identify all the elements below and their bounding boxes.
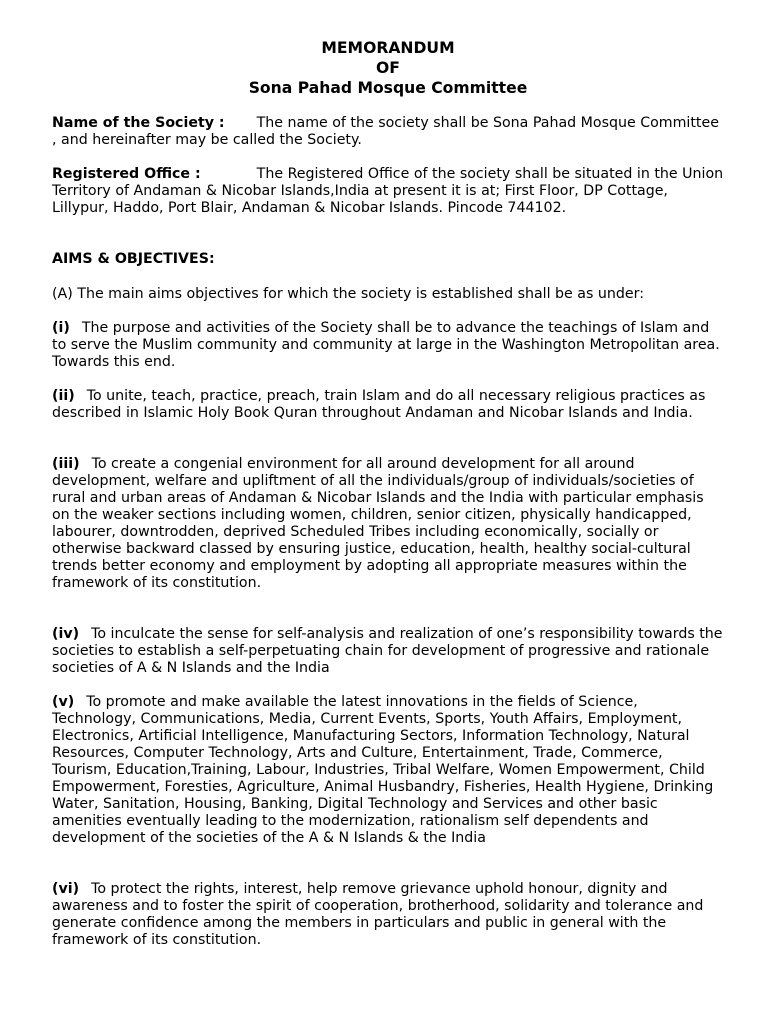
title-line-committee: Sona Pahad Mosque Committee [248,79,528,97]
objective-marker: (i) [52,320,70,336]
objective-marker: (iv) [52,626,80,642]
objective-marker: (ii) [52,388,75,404]
objective-text: The purpose and activities of the Society shall be to advance the teachings of Islam and to serve the Muslim community and community at large in the Washington Metropolitan area. Towards this end. [52,320,720,370]
registered-office-text: The Registered Office of the society shall be situated in the Union Territory of Andaman & Nicobar Islands,India at present it is at; First Floor, DP Cottage, Lillypur, Haddo, Port Blair, Andaman & Nicobar Islands. Pincode 744102. [52,166,724,216]
society-name-paragraph [52,115,724,149]
objective-marker: (iii) [52,456,80,472]
objective-marker: (vi) [52,881,80,897]
title-line-memorandum: MEMORANDUM [321,39,455,57]
title-line-of: OF [376,59,400,77]
objective-text: To create a congenial environment for all around development for all around development, welfare and upliftment of all the individuals/group of individuals/societies of rural and urban areas of Andaman & Nicobar Islands and the India with particular emphasis on the weaker sections including women, children, senior citizen, physically handicapped, labourer, downtrodden, deprived Scheduled Tribes including economically, socially or otherwise backward classed by ensuring justice, education, health, healthy social-cultural trends better economy and employment by adopting all appropriate measures within the framework of its constitution. [52,456,704,591]
aims-intro: (A) The main aims objectives for which the society is established shall be as under: [52,286,644,302]
objective-item [52,456,724,592]
objective-item [52,881,724,949]
objective-item [52,626,724,677]
objective-item [52,694,724,847]
objective-text: To promote and make available the latest innovations in the fields of Science, Technology, Communications, Media, Current Events, Sports, Youth Affairs, Employment, Electronics, Artificial Intelligence, Manufacturing Sectors, Information Technology, Natural Resources, Computer Technology, Arts and Culture, Entertainment, Trade, Commerce, Tourism, Education,Training, Labour, Industries, Tribal Welfare, Women Empowerment, Child Empowerment, Foresties, Agriculture, Animal Husbandry, Fisheries, Health Hygiene, Drinking Water, Sanitation, Housing, Banking, Digital Technology and Services and other basic amenities eventually leading to the modernization, rationalism self dependents and development of the societies of the A & N Islands & the India [52,694,714,846]
objective-marker: (v) [52,694,75,710]
aims-heading: AIMS & OBJECTIVES: [52,251,215,267]
objective-item [52,388,724,422]
objective-text: To unite, teach, practice, preach, train Islam and do all necessary religious practices as described in Islamic Holy Book Quran throughout Andaman and Nicobar Islands and India. [52,388,706,421]
society-name-text: The name of the society shall be Sona Pahad Mosque Committee , and hereinafter may be called the Society. [52,115,719,148]
objective-item [52,320,724,371]
document-title [52,38,724,98]
registered-office-paragraph [52,166,724,217]
objective-text: To inculcate the sense for self-analysis and realization of one’s responsibility towards the societies to establish a self-perpetuating chain for development of progressive and rationale societies of A & N Islands and the India [52,626,723,676]
objective-text: To protect the rights, interest, help remove grievance uphold honour, dignity and awareness and to foster the spirit of cooperation, brotherhood, solidarity and tolerance and generate confidence among the members in particulars and public in general with the framework of its constitution. [52,881,704,948]
society-name-label: Name of the Society : [52,115,225,131]
registered-office-label: Registered Office : [52,166,201,182]
